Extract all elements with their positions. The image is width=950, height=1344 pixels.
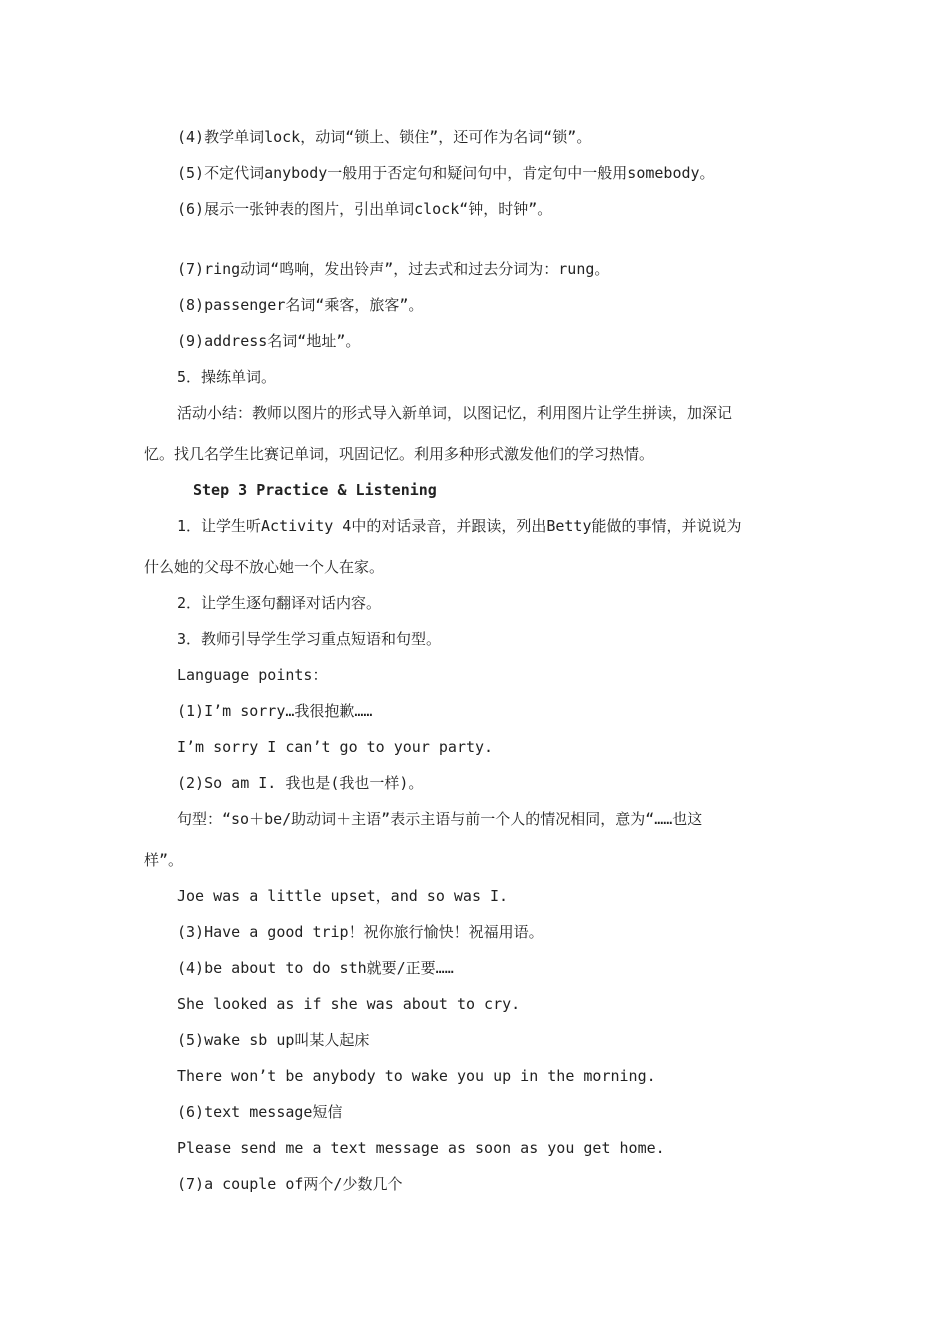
text-line: (6)展示一张钟表的图片，引出单词clock“钟，时钟”。: [177, 200, 553, 218]
example-line: She looked as if she was about to cry.: [177, 995, 521, 1013]
text-line: (9)address名词“地址”。: [177, 332, 361, 350]
summary-line: 忆。找几名学生比赛记单词，巩固记忆。利用多种形式激发他们的学习热情。: [144, 445, 655, 463]
text-line: (4)be about to do sth就要/正要……: [177, 959, 454, 977]
text-line: (6)text message短信: [177, 1103, 343, 1121]
example-line: Please send me a text message as soon as you get home.: [177, 1139, 665, 1157]
text-line: (5)wake sb up叫某人起床: [177, 1031, 370, 1049]
text-line: (8)passenger名词“乘客，旅客”。: [177, 296, 424, 314]
example-line: I’m sorry I can’t go to your party.: [177, 738, 494, 756]
example-line: Joe was a little upset，and so was I.: [177, 887, 509, 905]
text-line: (5)不定代词anybody一般用于否定句和疑问句中，肯定句中一般用somebody。: [177, 164, 715, 182]
text-line: 3．教师引导学生学习重点短语和句型。: [177, 630, 442, 648]
text-line: 什么她的父母不放心她一个人在家。: [144, 558, 385, 576]
text-line: 1．让学生听Activity 4中的对话录音，并跟读，列出Betty能做的事情，并说说为: [177, 517, 742, 535]
text-line: (2)So am I. 我也是(我也一样)。: [177, 774, 424, 792]
text-line: 5．操练单词。: [177, 368, 277, 386]
text-line: (4)教学单词lock，动词“锁上、锁住”，还可作为名词“锁”。: [177, 128, 592, 146]
summary-line: 活动小结：教师以图片的形式导入新单词，以图记忆，利用图片让学生拼读，加深记: [177, 404, 733, 422]
text-line: 2．让学生逐句翻译对话内容。: [177, 594, 382, 612]
example-line: There won’t be anybody to wake you up in the morning.: [177, 1067, 656, 1085]
text-line: (1)I’m sorry…我很抱歉……: [177, 702, 373, 720]
text-line: Language points：: [177, 666, 328, 684]
text-line: (3)Have a good trip！祝你旅行愉快！祝福用语。: [177, 923, 544, 941]
section-heading: Step 3 Practice & Listening: [193, 481, 437, 499]
text-line: (7)a couple of两个/少数几个: [177, 1175, 403, 1193]
text-line: (7)ring动词“鸣响，发出铃声”，过去式和过去分词为：rung。: [177, 260, 610, 278]
text-line: 样”。: [144, 851, 184, 869]
text-line: 句型：“so＋be/助动词＋主语”表示主语与前一个人的情况相同，意为“……也这: [177, 810, 703, 828]
